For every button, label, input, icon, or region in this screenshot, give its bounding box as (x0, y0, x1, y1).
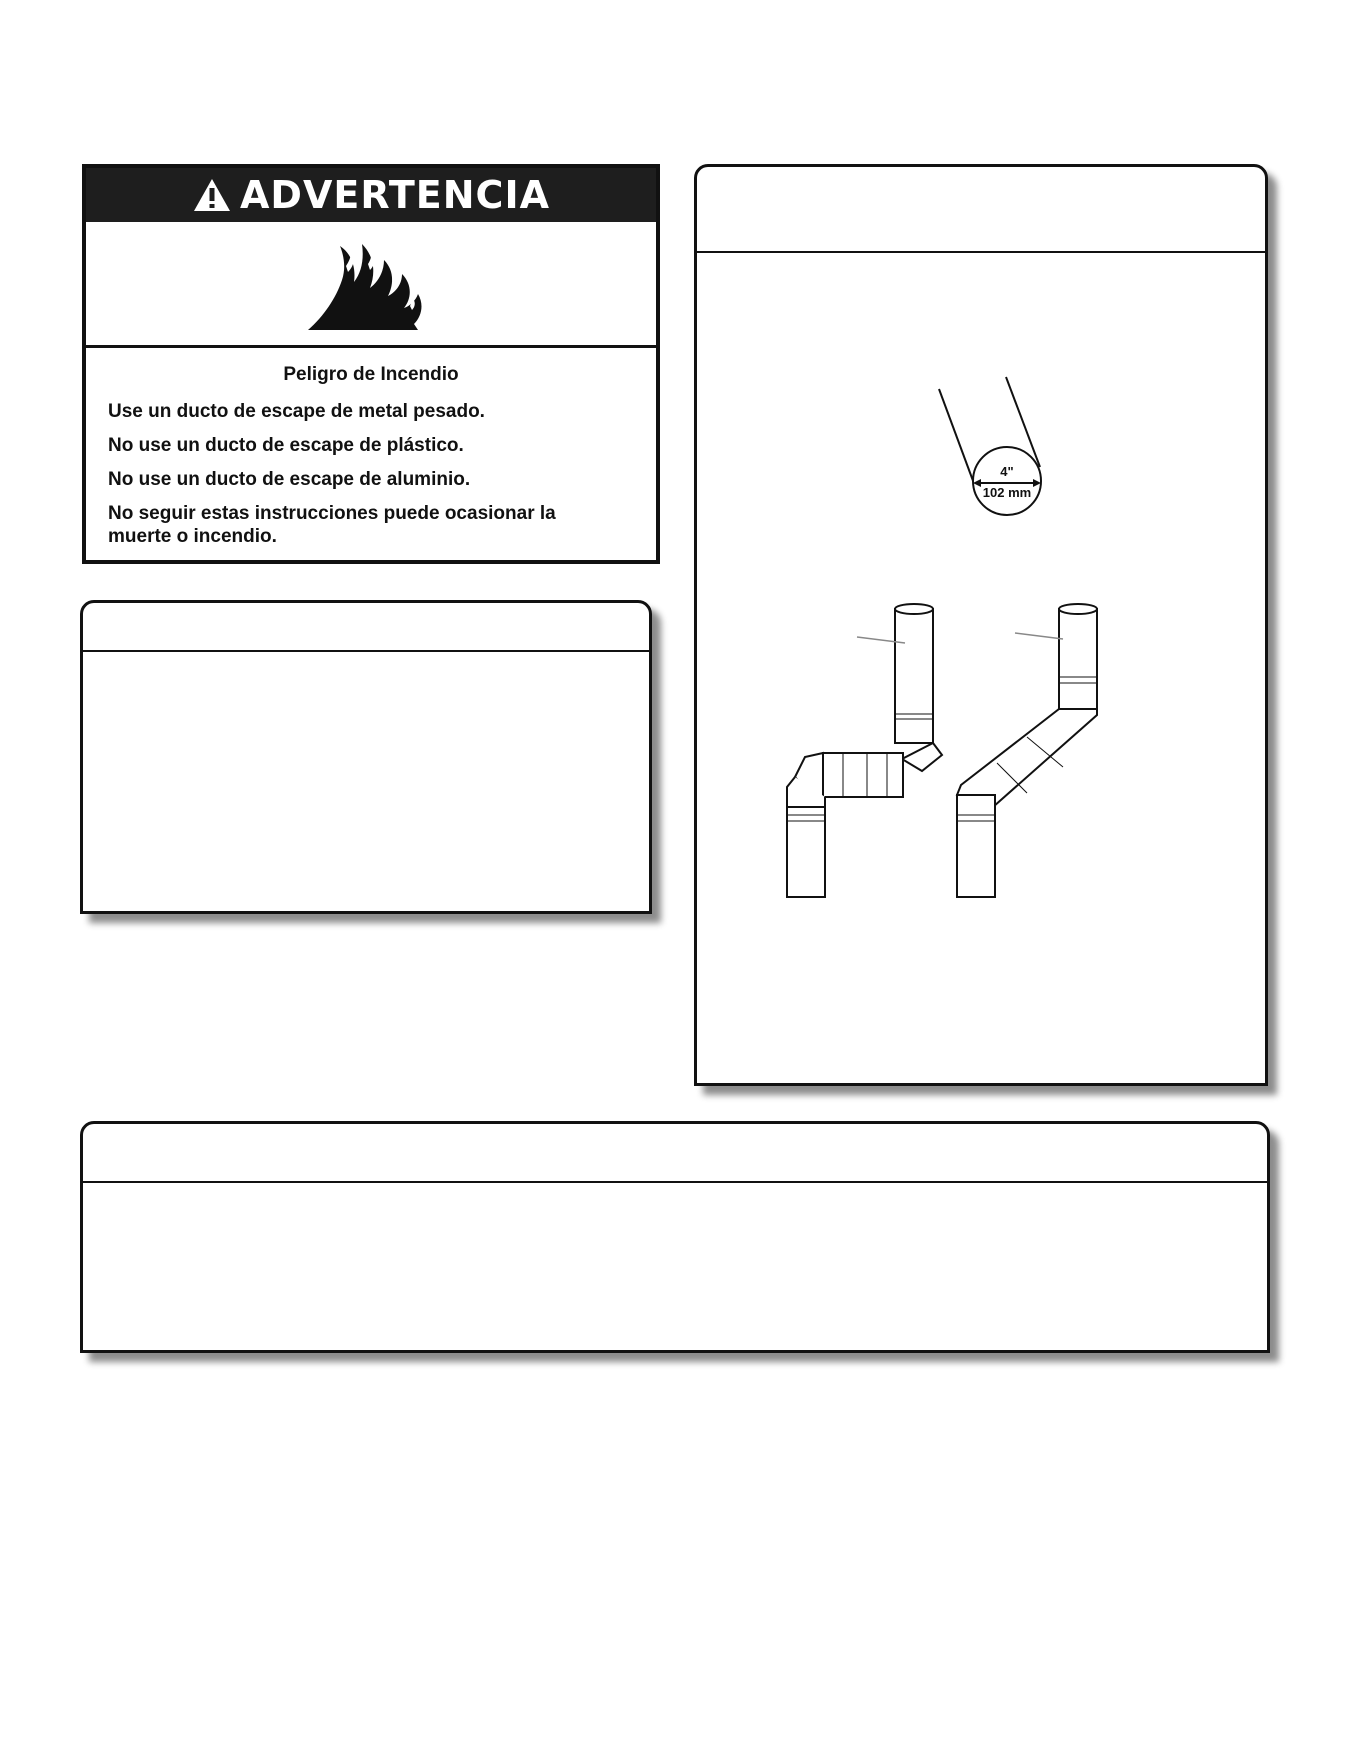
angled-duct-right (957, 604, 1097, 897)
warning-header (86, 168, 656, 222)
warning-subtitle: Peligro de Incendio (283, 364, 459, 385)
warning-triangle-icon (192, 177, 232, 213)
warning-line: No seguir estas instrucciones puede ocasionar la muerte o incendio. (108, 503, 556, 547)
warning-title: ADVERTENCIA (240, 173, 550, 217)
warning-line: No use un ducto de escape de plástico. (108, 435, 464, 456)
left-info-panel (80, 600, 652, 914)
panel-header-rule (83, 650, 649, 652)
fire-hazard-icon-area (86, 222, 656, 348)
diameter-inch-label: 4" (1000, 464, 1014, 479)
diameter-mm-label: 102 mm (982, 485, 1032, 500)
bottom-info-panel (80, 1121, 1270, 1353)
warning-box (82, 164, 660, 564)
panel-header-rule (83, 1181, 1267, 1183)
warning-line: No use un ducto de escape de aluminio. (108, 469, 471, 490)
elbow-duct-left (787, 604, 942, 897)
warning-body (86, 348, 656, 560)
warning-line: Use un ducto de escape de metal pesado. (108, 401, 485, 422)
right-diagram-panel (694, 164, 1268, 1086)
fire-hazard-icon (306, 236, 436, 332)
duct-diameter-diagram (697, 167, 1271, 1089)
